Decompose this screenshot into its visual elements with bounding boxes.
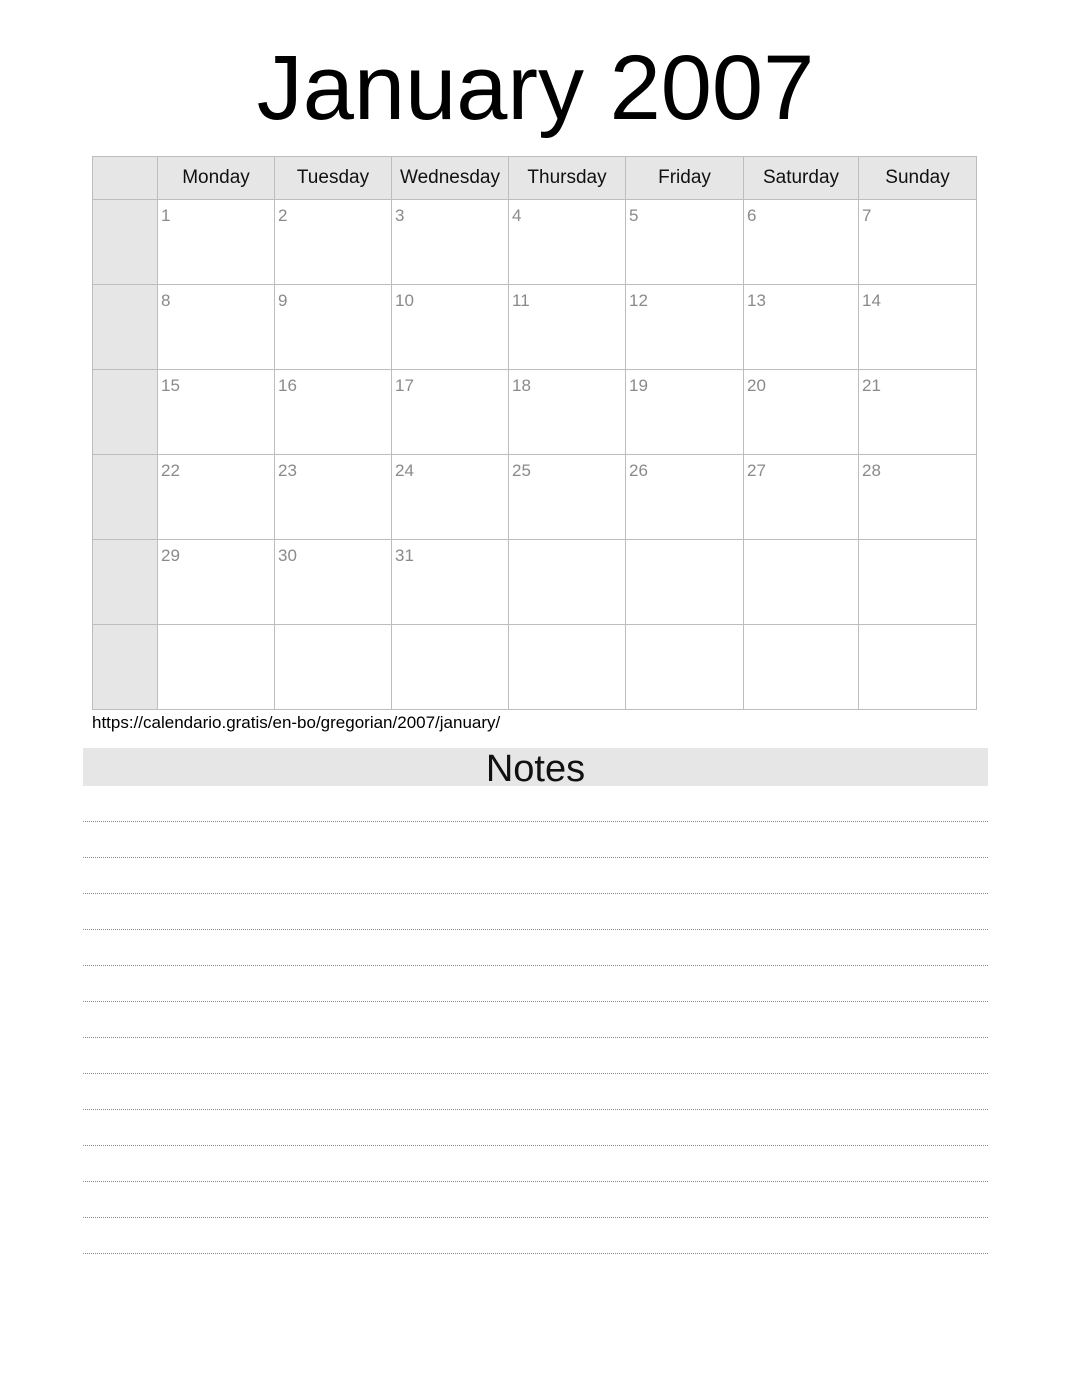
week-row — [93, 455, 977, 540]
day-cell — [859, 625, 977, 710]
day-cell — [509, 200, 626, 285]
day-cell — [275, 455, 392, 540]
day-cell — [744, 200, 859, 285]
day-cell — [275, 200, 392, 285]
day-cell — [626, 285, 744, 370]
day-number — [744, 540, 858, 547]
day-number: 10 — [395, 291, 414, 310]
note-line — [83, 1110, 988, 1146]
day-number: 26 — [629, 461, 648, 480]
day-cell — [626, 455, 744, 540]
day-cell — [744, 625, 859, 710]
day-number: 9 — [278, 291, 288, 310]
week-row — [93, 370, 977, 455]
day-number — [509, 540, 625, 547]
weekday-sunday: Sunday — [859, 157, 977, 200]
day-cell — [509, 540, 626, 625]
day-cell — [158, 370, 275, 455]
day-cell — [392, 370, 509, 455]
week-number-header — [93, 157, 158, 200]
day-number — [275, 625, 391, 632]
day-number: 27 — [747, 461, 766, 480]
week-row — [93, 285, 977, 370]
day-cell — [859, 455, 977, 540]
day-number: 20 — [747, 376, 766, 395]
day-cell — [509, 625, 626, 710]
day-number: 3 — [395, 206, 405, 225]
note-line — [83, 894, 988, 930]
week-number-cell — [93, 540, 158, 625]
note-line — [83, 1038, 988, 1074]
day-cell — [275, 540, 392, 625]
day-number: 4 — [512, 206, 522, 225]
day-number — [859, 540, 976, 547]
week-number-cell — [93, 200, 158, 285]
day-number: 18 — [512, 376, 531, 395]
day-cell — [744, 370, 859, 455]
day-number: 5 — [629, 206, 639, 225]
day-number — [509, 625, 625, 632]
day-cell — [509, 370, 626, 455]
day-number: 16 — [278, 376, 297, 395]
day-cell — [392, 540, 509, 625]
day-number: 25 — [512, 461, 531, 480]
day-number: 1 — [161, 206, 171, 225]
day-number: 21 — [862, 376, 881, 395]
day-number: 29 — [161, 546, 180, 565]
day-number: 31 — [395, 546, 414, 565]
day-cell — [859, 370, 977, 455]
day-cell — [859, 285, 977, 370]
week-number-cell — [93, 285, 158, 370]
day-cell — [744, 540, 859, 625]
day-number: 6 — [747, 206, 757, 225]
day-cell — [626, 625, 744, 710]
day-cell — [626, 200, 744, 285]
week-row — [93, 540, 977, 625]
day-cell — [275, 285, 392, 370]
day-cell — [859, 540, 977, 625]
day-cell — [158, 285, 275, 370]
source-url[interactable]: https://calendario.gratis/en-bo/gregorian/2007/january/ — [92, 713, 501, 732]
day-number — [859, 625, 976, 632]
week-number-cell — [93, 370, 158, 455]
day-number — [392, 625, 508, 632]
week-row — [93, 200, 977, 285]
day-cell — [392, 285, 509, 370]
day-number — [744, 625, 858, 632]
day-cell — [626, 370, 744, 455]
note-line — [83, 966, 988, 1002]
day-cell — [275, 625, 392, 710]
weekday-saturday: Saturday — [744, 157, 859, 200]
day-number: 30 — [278, 546, 297, 565]
day-number: 12 — [629, 291, 648, 310]
day-number: 22 — [161, 461, 180, 480]
day-cell — [509, 285, 626, 370]
day-cell — [859, 200, 977, 285]
day-cell — [744, 285, 859, 370]
page-title: January 2007 — [256, 37, 815, 139]
day-cell — [158, 200, 275, 285]
note-line — [83, 1002, 988, 1038]
note-line — [83, 1182, 988, 1218]
day-number: 23 — [278, 461, 297, 480]
day-cell — [158, 625, 275, 710]
day-cell — [392, 200, 509, 285]
note-line — [83, 1146, 988, 1182]
day-cell — [744, 455, 859, 540]
day-cell — [158, 540, 275, 625]
day-number: 15 — [161, 376, 180, 395]
day-number — [626, 540, 743, 547]
week-number-cell — [93, 625, 158, 710]
day-cell — [158, 455, 275, 540]
week-number-cell — [93, 455, 158, 540]
note-line — [83, 858, 988, 894]
calendar-grid — [92, 156, 977, 710]
day-number: 7 — [862, 206, 872, 225]
weekday-tuesday: Tuesday — [275, 157, 392, 200]
note-line — [83, 930, 988, 966]
weekday-wednesday: Wednesday — [392, 157, 509, 200]
weekday-monday: Monday — [158, 157, 275, 200]
day-number: 24 — [395, 461, 414, 480]
day-number: 13 — [747, 291, 766, 310]
weekday-thursday: Thursday — [509, 157, 626, 200]
day-number: 28 — [862, 461, 881, 480]
notes-title: Notes — [83, 748, 988, 786]
notes-lines — [83, 786, 988, 1254]
day-cell — [392, 625, 509, 710]
week-row — [93, 625, 977, 710]
day-number: 14 — [862, 291, 881, 310]
day-number: 17 — [395, 376, 414, 395]
day-cell — [509, 455, 626, 540]
day-cell — [275, 370, 392, 455]
note-line — [83, 1218, 988, 1254]
note-line — [83, 822, 988, 858]
day-cell — [392, 455, 509, 540]
note-line — [83, 786, 988, 822]
day-number: 2 — [278, 206, 288, 225]
day-number — [626, 625, 743, 632]
day-number: 11 — [512, 291, 530, 310]
day-cell — [626, 540, 744, 625]
day-number — [158, 625, 274, 632]
day-number: 19 — [629, 376, 648, 395]
note-line — [83, 1074, 988, 1110]
weekday-header-row — [93, 157, 977, 200]
day-number: 8 — [161, 291, 171, 310]
weekday-friday: Friday — [626, 157, 744, 200]
